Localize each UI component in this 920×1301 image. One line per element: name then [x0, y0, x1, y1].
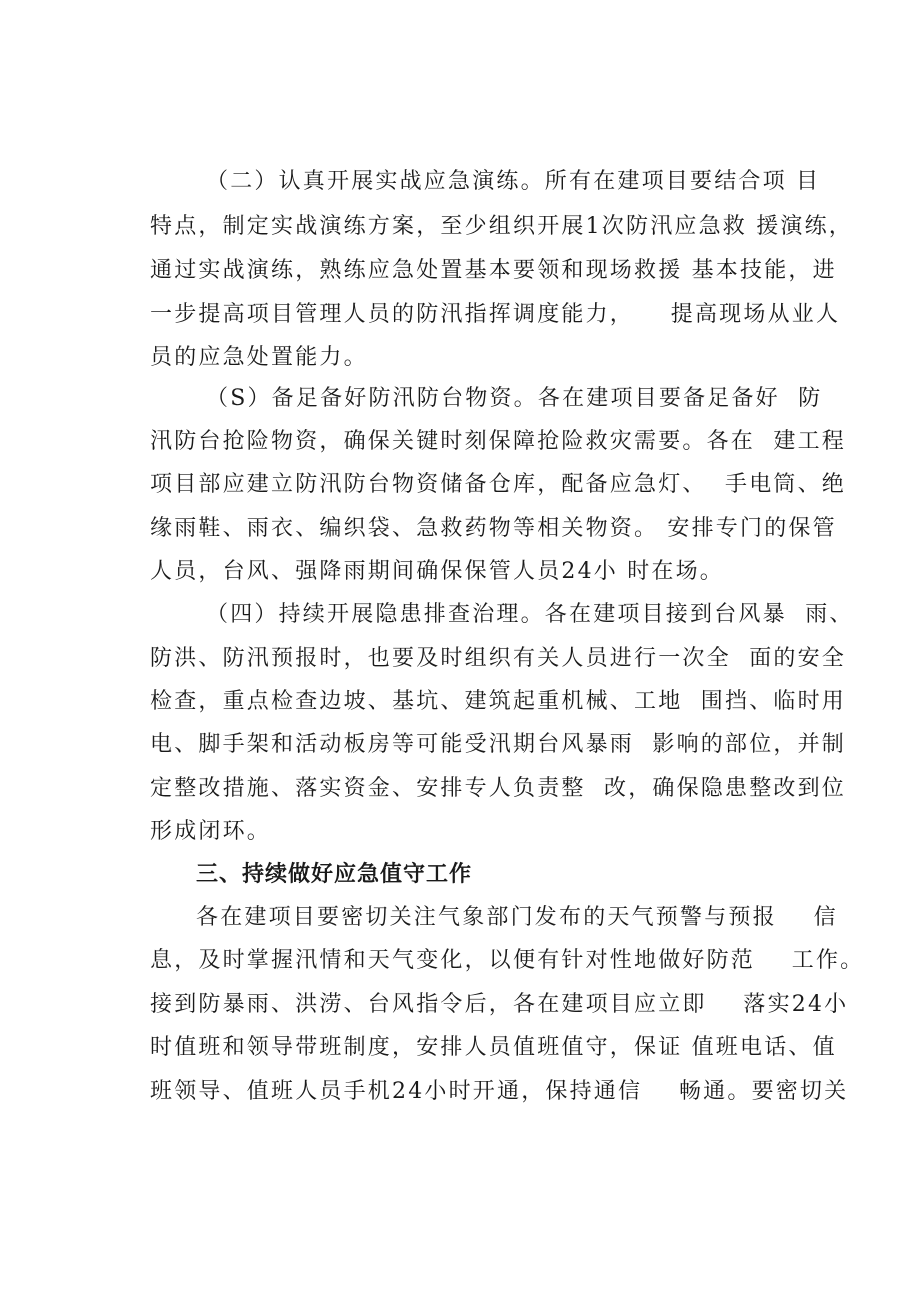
paragraph-line: 形成闭环。	[150, 819, 272, 844]
paragraph-line: 电、脚手架和活动板房等可能受汛期台风暴雨 影响的部位，并制	[150, 732, 846, 757]
paragraph-line: 特点，制定实战演练方案，至少组织开展1次防汛应急救 援演练，	[150, 214, 853, 239]
paragraph-line: 员的应急处置能力。	[150, 345, 368, 370]
paragraph-line: （四）持续开展隐患排查治理。各在建项目接到台风暴 雨、	[206, 602, 854, 627]
section-heading: 三、持续做好应急值守工作	[196, 862, 473, 887]
paragraph-line: 防洪、防汛预报时，也要及时组织有关人员进行一次全 面的安全	[150, 646, 846, 671]
paragraph-line: （S）备足备好防汛防台物资。各在建项目要备足备好 防	[206, 386, 823, 411]
paragraph-line: （二）认真开展实战应急演练。所有在建项目要结合项 目	[206, 169, 821, 194]
paragraph-line: 各在建项目要密切关注气象部门发布的天气预警与预报 信	[196, 905, 838, 930]
paragraph-line: 通过实战演练，熟练应急处置基本要领和现场救援 基本技能，进	[150, 258, 837, 283]
paragraph-line: 一步提高项目管理人员的防汛指挥调度能力， 提高现场从业人	[150, 302, 841, 327]
paragraph-line: 息，及时掌握汛情和天气变化，以便有针对性地做好防范 工作。	[150, 948, 865, 973]
paragraph-line: 定整改措施、落实资金、安排专人负责整 改，确保隐患整改到位	[150, 776, 846, 801]
paragraph-line: 项目部应建立防汛防台物资储备仓库，配备应急灯、 手电筒、绝	[150, 472, 846, 497]
paragraph-line: 汛防台抢险物资，确保关键时刻保障抢险救灾需要。各在 建工程	[150, 429, 846, 454]
paragraph-line: 接到防暴雨、洪涝、台风指令后，各在建项目应立即 落实24小	[150, 992, 849, 1017]
paragraph-line: 时值班和领导带班制度，安排人员值班值守，保证 值班电话、值	[150, 1035, 837, 1060]
paragraph-line: 检查，重点检查边坡、基坑、建筑起重机械、工地 围挡、临时用	[150, 689, 846, 714]
paragraph-line: 人员，台风、强降雨期间确保保管人员24小 时在场。	[150, 559, 724, 584]
paragraph-line: 班领导、值班人员手机24小时开通，保持通信 畅通。要密切关	[150, 1079, 849, 1104]
paragraph-line: 缘雨鞋、雨衣、编织袋、急救药物等相关物资。 安排专门的保管	[150, 516, 837, 541]
